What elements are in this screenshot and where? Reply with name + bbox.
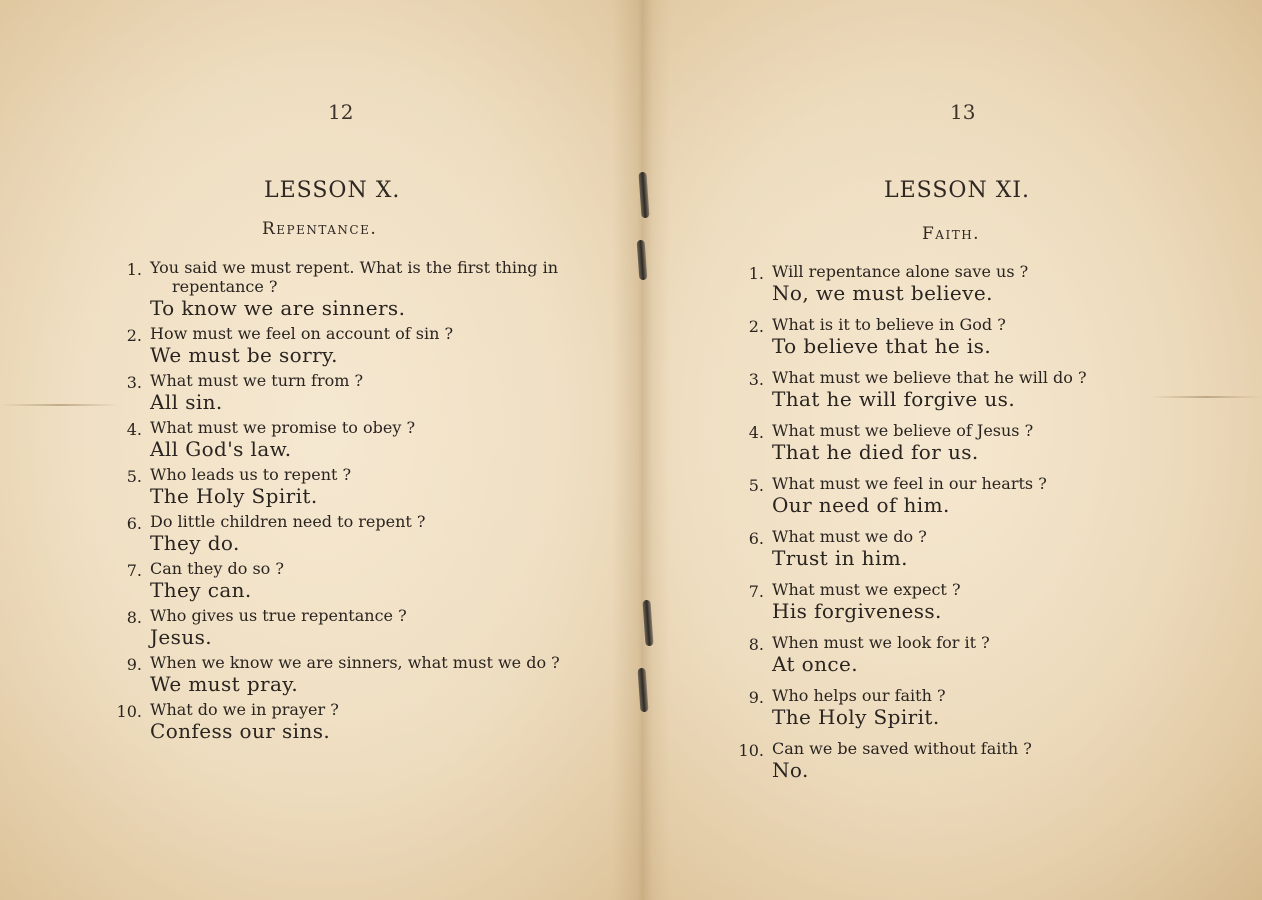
qa-item: [728, 421, 1198, 465]
question-text: Will repentance alone save us ?: [772, 262, 1029, 281]
answer-text: To know we are sinners.: [150, 296, 406, 320]
qa-item: [106, 324, 576, 368]
answer-text: Confess our sins.: [150, 719, 331, 743]
qa-item: [106, 700, 576, 744]
paper-crease-left: [0, 404, 120, 406]
question-number: 9.: [748, 688, 764, 707]
question-text: What must we turn from ?: [150, 371, 364, 390]
qa-item: [106, 465, 576, 509]
question-text: Do little children need to repent ?: [150, 512, 426, 531]
question-text: What is it to believe in God ?: [772, 315, 1006, 334]
question-text: Who helps our faith ?: [772, 686, 946, 705]
page-number: 13: [950, 100, 976, 124]
answer-text: The Holy Spirit.: [150, 484, 318, 508]
question-number: 6.: [126, 514, 142, 533]
answer-text: No, we must believe.: [772, 281, 993, 305]
question-text: What must we do ?: [772, 527, 927, 546]
qa-item: [106, 559, 576, 603]
answer-text: To believe that he is.: [772, 334, 992, 358]
question-number: 2.: [748, 317, 764, 336]
question-number: 7.: [126, 561, 142, 580]
answer-text: We must be sorry.: [150, 343, 338, 367]
question-text: What do we in prayer ?: [150, 700, 339, 719]
question-number: 5.: [126, 467, 142, 486]
answer-text: They do.: [150, 531, 240, 555]
answer-text: Trust in him.: [772, 546, 908, 570]
answer-text: Jesus.: [150, 625, 213, 649]
right-page: [640, 0, 1262, 900]
question-number: 9.: [126, 655, 142, 674]
qa-item: [728, 633, 1198, 677]
question-text: When must we look for it ?: [772, 633, 990, 652]
question-list: [106, 258, 576, 744]
qa-item: [728, 262, 1198, 306]
question-text: You said we must repent. What is the first thing in repentance ?: [150, 258, 559, 296]
qa-item: [728, 368, 1198, 412]
question-number: 3.: [748, 370, 764, 389]
lesson-title: LESSON X.: [264, 178, 401, 203]
question-text: Can they do so ?: [150, 559, 284, 578]
answer-text: Our need of him.: [772, 493, 950, 517]
qa-item: [106, 418, 576, 462]
question-number: 10.: [738, 741, 764, 760]
lesson-title: LESSON XI.: [884, 178, 1031, 203]
question-text: When we know we are sinners, what must we do ?: [150, 653, 560, 672]
answer-text: At once.: [772, 652, 859, 676]
qa-item: [728, 739, 1198, 783]
question-number: 1.: [748, 264, 764, 283]
lesson-subtitle: Faith.: [922, 224, 981, 244]
paper-crease-right: [1150, 396, 1262, 398]
qa-item: [106, 371, 576, 415]
question-number: 7.: [748, 582, 764, 601]
qa-item: [106, 512, 576, 556]
question-text: What must we promise to obey ?: [150, 418, 416, 437]
qa-item: [106, 653, 576, 697]
lesson-subtitle: Repentance.: [262, 219, 378, 239]
qa-item: [106, 258, 576, 321]
qa-item: [728, 686, 1198, 730]
book-gutter: [612, 0, 670, 900]
question-text: What must we feel in our hearts ?: [772, 474, 1047, 493]
question-list: [728, 262, 1198, 783]
qa-item: [728, 315, 1198, 359]
question-text: Can we be saved without faith ?: [772, 739, 1032, 758]
question-number: 5.: [748, 476, 764, 495]
qa-item: [728, 474, 1198, 518]
qa-item: [728, 527, 1198, 571]
qa-item: [106, 606, 576, 650]
question-number: 3.: [126, 373, 142, 392]
answer-text: The Holy Spirit.: [772, 705, 940, 729]
question-text: Who gives us true repentance ?: [150, 606, 407, 625]
question-number: 8.: [748, 635, 764, 654]
answer-text: No.: [772, 758, 809, 782]
question-text: What must we believe that he will do ?: [772, 368, 1087, 387]
answer-text: His forgiveness.: [772, 599, 942, 623]
answer-text: That he will forgive us.: [772, 387, 1016, 411]
question-number: 2.: [126, 326, 142, 345]
question-text: What must we expect ?: [772, 580, 961, 599]
qa-item: [728, 580, 1198, 624]
question-number: 10.: [116, 702, 142, 721]
question-number: 4.: [748, 423, 764, 442]
question-number: 6.: [748, 529, 764, 548]
question-number: 1.: [126, 260, 142, 279]
page-number: 12: [328, 100, 354, 124]
answer-text: All sin.: [150, 390, 223, 414]
answer-text: We must pray.: [150, 672, 299, 696]
answer-text: That he died for us.: [772, 440, 979, 464]
answer-text: All God's law.: [150, 437, 292, 461]
question-text: How must we feel on account of sin ?: [150, 324, 454, 343]
answer-text: They can.: [150, 578, 252, 602]
question-number: 4.: [126, 420, 142, 439]
question-text: Who leads us to repent ?: [150, 465, 352, 484]
question-number: 8.: [126, 608, 142, 627]
question-text: What must we believe of Jesus ?: [772, 421, 1034, 440]
